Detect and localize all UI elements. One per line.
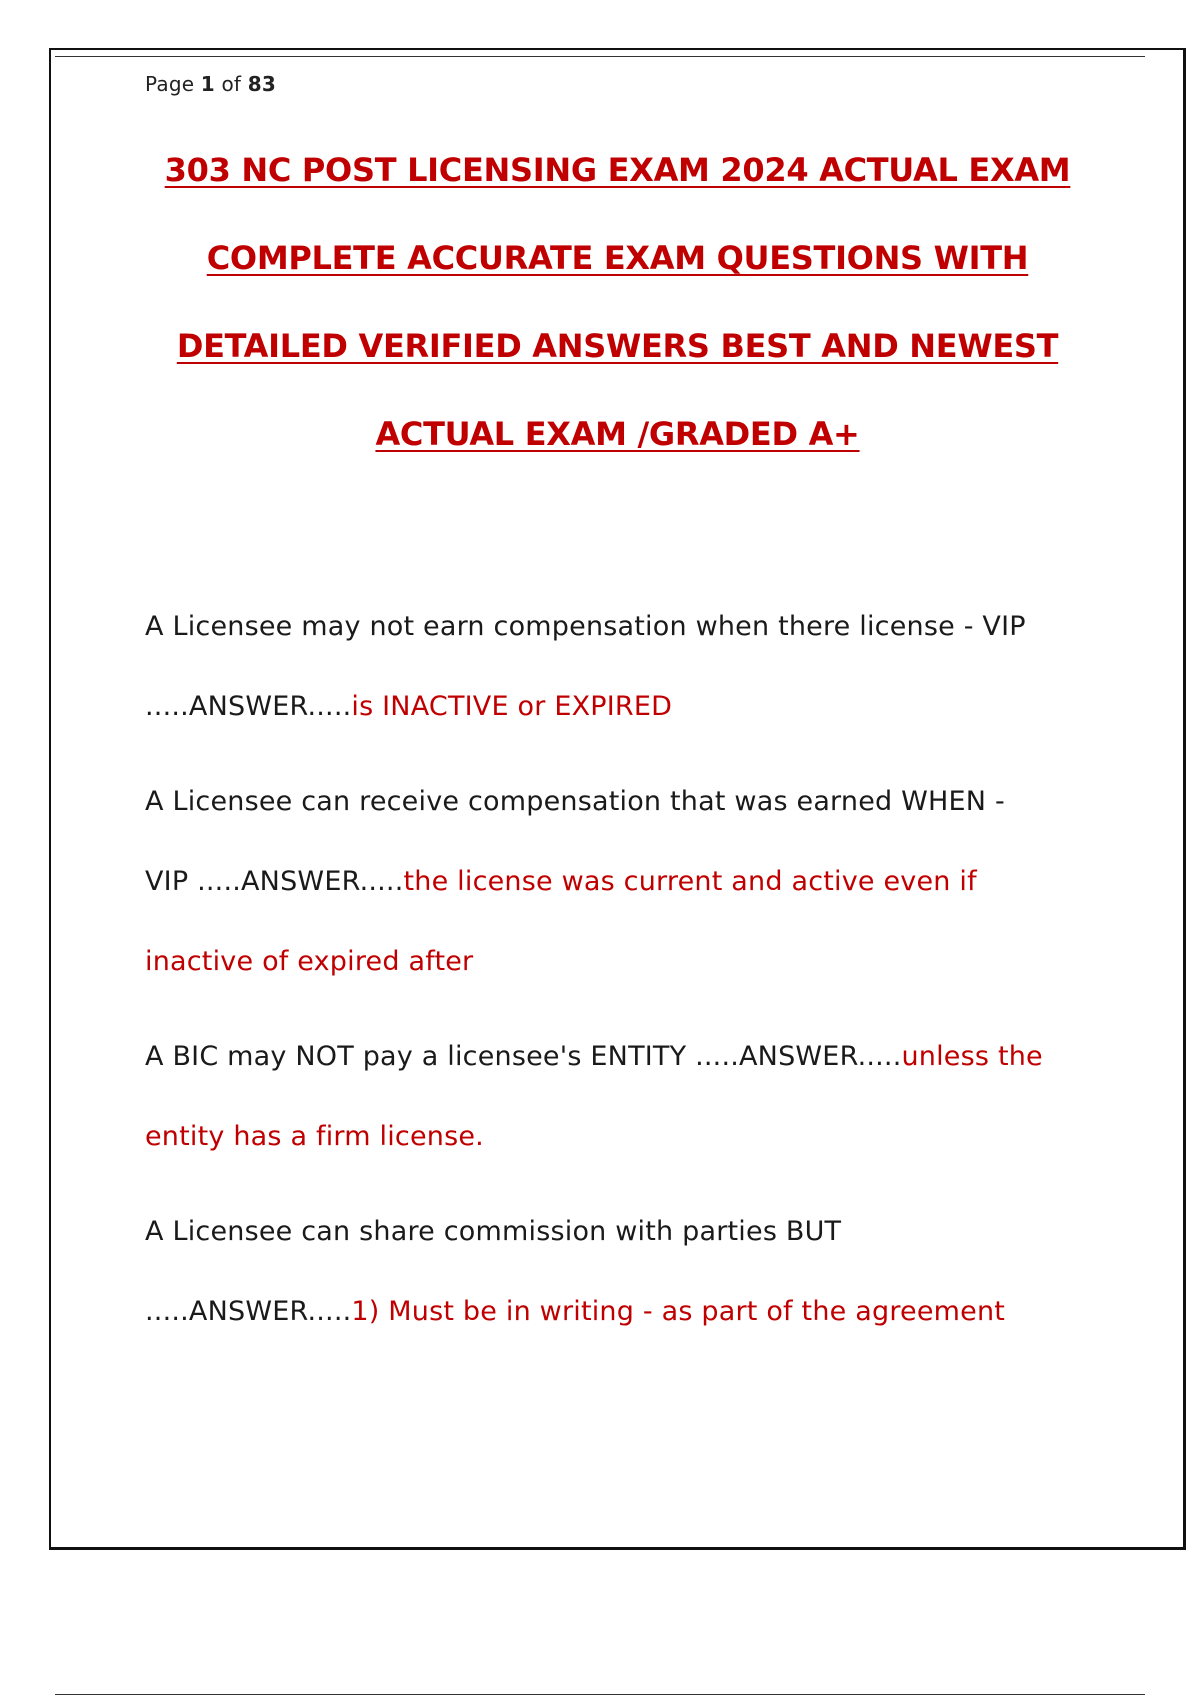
title-line-text: COMPLETE ACCURATE EXAM QUESTIONS WITH — [206, 239, 1029, 277]
bottom-rule — [55, 1694, 1145, 1695]
page-current: 1 — [200, 72, 215, 96]
document-title — [110, 140, 1125, 492]
page-of: of — [221, 72, 242, 96]
title-line-text: 303 NC POST LICENSING EXAM 2024 ACTUAL EXAM — [164, 151, 1071, 189]
answer-marker: .....ANSWER..... — [145, 691, 352, 722]
title-line — [110, 404, 1125, 492]
page-number — [145, 72, 276, 96]
question-text: A Licensee can share commission with parties BUT — [145, 1216, 842, 1247]
qa-item — [145, 1032, 1105, 1192]
question-text: A Licensee can receive compensation that was earned WHEN - — [145, 786, 1005, 817]
answer-text: is INACTIVE or EXPIRED — [351, 691, 673, 722]
page-prefix: Page — [145, 72, 195, 96]
qa-item — [145, 1207, 1105, 1367]
answer-text: entity has a firm license. — [145, 1121, 484, 1152]
answer-line — [145, 857, 1105, 937]
question-text: A Licensee may not earn compensation when there license - VIP — [145, 611, 1026, 642]
qa-item — [145, 602, 1105, 762]
question-text: VIP .....ANSWER..... — [145, 866, 404, 897]
title-line-text: ACTUAL EXAM /GRADED A+ — [375, 415, 860, 453]
answer-text: inactive of expired after — [145, 946, 474, 977]
answer-line — [145, 1287, 1105, 1367]
page-total: 83 — [247, 72, 276, 96]
title-line-text: DETAILED VERIFIED ANSWERS BEST AND NEWEST — [176, 327, 1059, 365]
question-line — [145, 1032, 1105, 1112]
question-text: A BIC may NOT pay a licensee's ENTITY .....ANSWER..... — [145, 1041, 902, 1072]
qa-item — [145, 777, 1105, 1017]
answer-text: 1) Must be in writing - as part of the agreement — [351, 1296, 1006, 1327]
answer-marker: .....ANSWER..... — [145, 1296, 352, 1327]
title-line — [110, 228, 1125, 316]
answer-text: the license was current and active even if — [403, 866, 977, 897]
answer-text: unless the — [901, 1041, 1043, 1072]
title-line — [110, 140, 1125, 228]
title-line — [110, 316, 1125, 404]
answer-line — [145, 682, 1105, 762]
top-rule — [55, 56, 1145, 57]
